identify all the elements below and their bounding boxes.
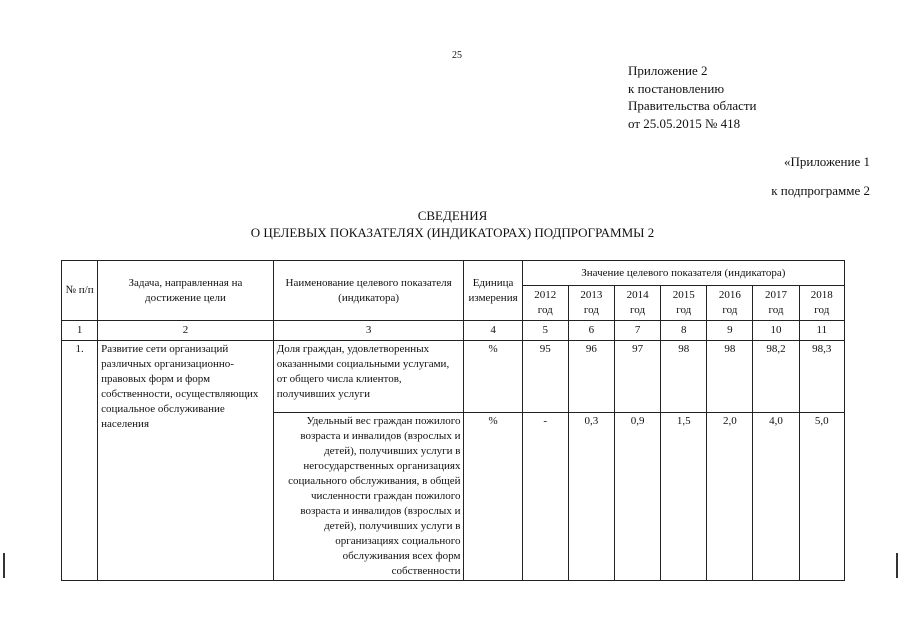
row-number: 1. xyxy=(62,341,98,581)
header-year: 2018 год xyxy=(799,286,844,321)
indicator-cell: Удельный вес граждан пожилого возраста и инвалидов (взрослых и детей), получивших услуги в негосударственных организациях социального обслуживания, в общей численности граждан пожилого возраста и инвалидов (взрослых и детей), получивших услуги в организациях социального обслуживания всех форм собственности xyxy=(273,413,464,581)
page-number: 25 xyxy=(452,50,462,61)
value-cell: 5,0 xyxy=(799,413,844,581)
title-line-1: СВЕДЕНИЯ xyxy=(417,208,488,223)
column-number: 6 xyxy=(568,321,614,341)
scan-edge-mark-right xyxy=(896,553,898,578)
value-cell: 1,5 xyxy=(661,413,707,581)
value-cell: 95 xyxy=(522,341,568,413)
table-row xyxy=(62,341,845,413)
value-cell: 98 xyxy=(707,341,753,413)
indicator-cell: Доля граждан, удовлетворенных оказанными социальными услугами, от общего числа клиентов, получивших услуги xyxy=(273,341,464,413)
value-cell: 98 xyxy=(661,341,707,413)
column-number: 9 xyxy=(707,321,753,341)
task-cell: Развитие сети организаций различных организационно-правовых форм и форм собственности, осуществляющих социальное обслуживание населения xyxy=(98,341,274,581)
header-year: 2017 год xyxy=(753,286,799,321)
value-cell: 0,9 xyxy=(614,413,660,581)
column-number: 3 xyxy=(273,321,464,341)
header-year: 2012 год xyxy=(522,286,568,321)
column-number: 4 xyxy=(464,321,522,341)
header-indicator: Наименование целевого показателя (индикатора) xyxy=(273,261,464,321)
appendix-block xyxy=(628,62,757,132)
value-cell: 96 xyxy=(568,341,614,413)
appendix-line: Правительства области xyxy=(628,98,757,113)
header-num: № п/п xyxy=(62,261,98,321)
header-year: 2015 год xyxy=(661,286,707,321)
value-cell: 4,0 xyxy=(753,413,799,581)
value-cell: - xyxy=(522,413,568,581)
value-cell: 98,2 xyxy=(753,341,799,413)
unit-cell: % xyxy=(464,413,522,581)
document-title xyxy=(0,207,905,241)
header-unit: Единица измерения xyxy=(464,261,522,321)
appendix-line: от 25.05.2015 № 418 xyxy=(628,115,741,131)
scan-edge-mark-left xyxy=(3,553,5,578)
appendix-reference-line-1: «Приложение 1 xyxy=(783,154,870,169)
header-value: Значение целевого показателя (индикатора) xyxy=(522,261,844,286)
column-number: 5 xyxy=(522,321,568,341)
column-number: 7 xyxy=(614,321,660,341)
unit-cell: % xyxy=(464,341,522,413)
column-number: 1 xyxy=(62,321,98,341)
column-number: 11 xyxy=(799,321,844,341)
appendix-reference-line-2: к подпрограмме 2 xyxy=(771,183,870,198)
value-cell: 97 xyxy=(614,341,660,413)
column-number: 8 xyxy=(661,321,707,341)
indicators-table xyxy=(61,260,845,581)
column-number: 2 xyxy=(98,321,274,341)
appendix-line: Приложение 2 xyxy=(628,63,708,78)
value-cell: 98,3 xyxy=(799,341,844,413)
header-year: 2016 год xyxy=(707,286,753,321)
header-year: 2013 год xyxy=(568,286,614,321)
title-line-2: О ЦЕЛЕВЫХ ПОКАЗАТЕЛЯХ (ИНДИКАТОРАХ) ПОДПРОГРАММЫ 2 xyxy=(250,225,655,240)
header-task: Задача, направленная на достижение цели xyxy=(98,261,274,321)
header-year: 2014 год xyxy=(614,286,660,321)
appendix-line: к постановлению xyxy=(628,80,725,96)
value-cell: 0,3 xyxy=(568,413,614,581)
column-number: 10 xyxy=(753,321,799,341)
column-numbers-row xyxy=(62,321,845,341)
value-cell: 2,0 xyxy=(707,413,753,581)
header-row xyxy=(62,261,845,286)
